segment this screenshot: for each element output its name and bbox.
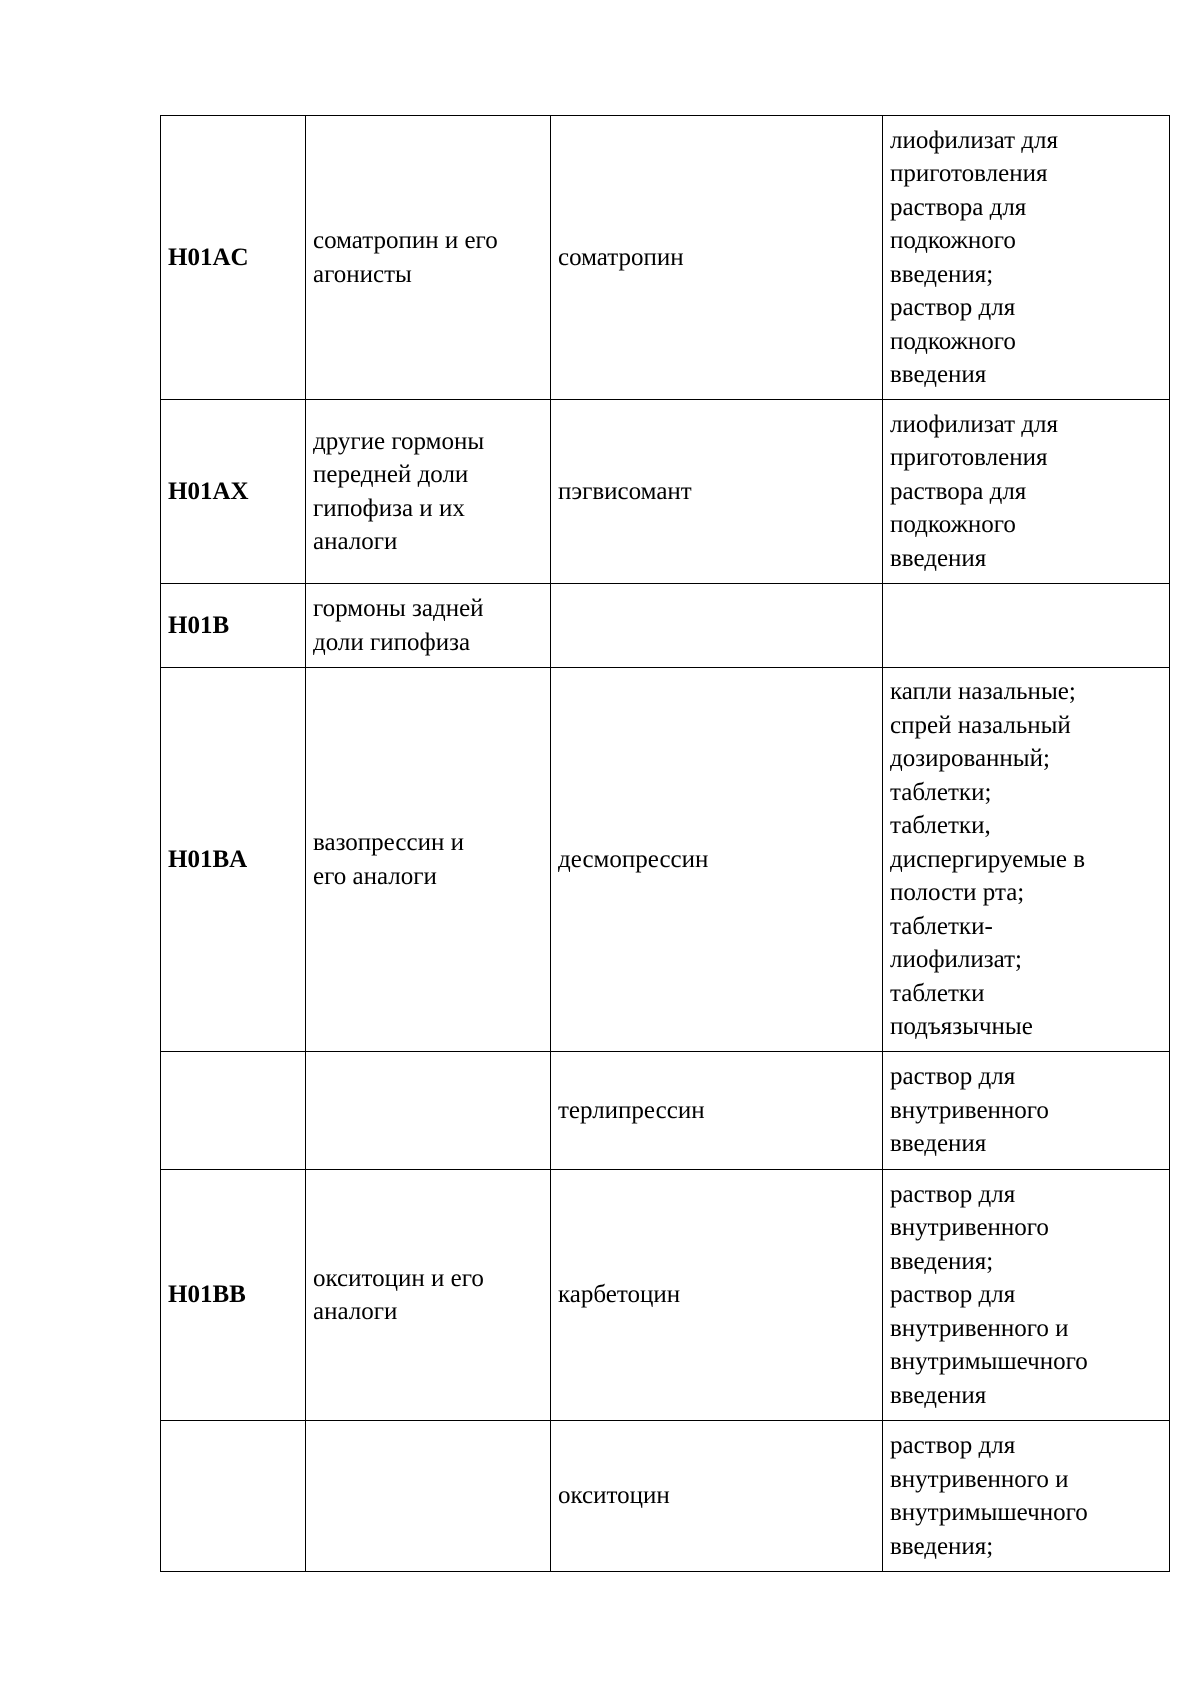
dosage-form-cell: раствор для внутривенного и внутримышечного введения; [883, 1421, 1170, 1572]
pharmacological-group-cell [306, 1421, 551, 1572]
atc-code-cell: H01BB [161, 1170, 306, 1421]
pharmacological-group-cell: гормоны задней доли гипофиза [306, 584, 551, 668]
table-row [161, 1421, 1170, 1572]
pharmacological-group-cell: другие гормоны передней доли гипофиза и их аналоги [306, 400, 551, 584]
dosage-form-cell: лиофилизат для приготовления раствора для подкожного введения [883, 400, 1170, 584]
pharmacological-group-cell: вазопрессин и его аналоги [306, 668, 551, 1052]
drug-name-cell: пэгвисомант [551, 400, 883, 584]
drug-name-cell [551, 584, 883, 668]
drug-name-cell: соматропин [551, 116, 883, 400]
drug-table [160, 115, 1170, 1572]
dosage-form-cell: раствор для внутривенного введения; раствор для внутривенного и внутримышечного введения [883, 1170, 1170, 1421]
dosage-form-cell: капли назальные; спрей назальный дозированный; таблетки; таблетки, диспергируемые в полости рта; таблетки- лиофилизат; таблетки подъязычные [883, 668, 1170, 1052]
pharmacological-group-cell: окситоцин и его аналоги [306, 1170, 551, 1421]
pharmacological-group-cell [306, 1052, 551, 1170]
table-row [161, 584, 1170, 668]
table-row [161, 1052, 1170, 1170]
dosage-form-cell [883, 584, 1170, 668]
table-row [161, 668, 1170, 1052]
pharmacological-group-cell: соматропин и его агонисты [306, 116, 551, 400]
drug-name-cell: терлипрессин [551, 1052, 883, 1170]
atc-code-cell [161, 1052, 306, 1170]
atc-code-cell: H01BA [161, 668, 306, 1052]
table-row [161, 1170, 1170, 1421]
drug-name-cell: карбетоцин [551, 1170, 883, 1421]
atc-code-cell: H01AC [161, 116, 306, 400]
dosage-form-cell: лиофилизат для приготовления раствора для подкожного введения; раствор для подкожного введения [883, 116, 1170, 400]
dosage-form-cell: раствор для внутривенного введения [883, 1052, 1170, 1170]
drug-name-cell: окситоцин [551, 1421, 883, 1572]
atc-code-cell: H01AX [161, 400, 306, 584]
atc-code-cell: H01B [161, 584, 306, 668]
table-row [161, 400, 1170, 584]
atc-code-cell [161, 1421, 306, 1572]
drug-name-cell: десмопрессин [551, 668, 883, 1052]
table-row [161, 116, 1170, 400]
